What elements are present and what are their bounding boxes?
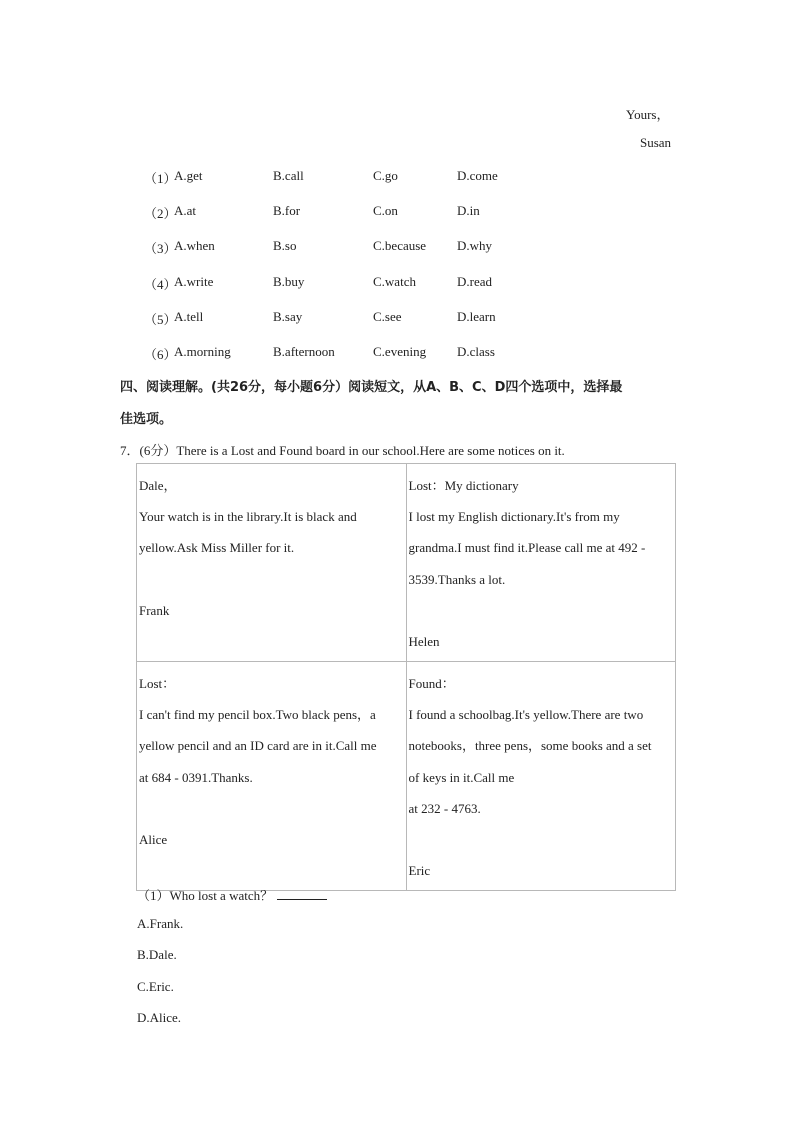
notice-line: at 684 - 0391.Thanks. xyxy=(139,769,253,785)
option-d: D.come xyxy=(457,168,498,183)
option-b: B.afternoon xyxy=(273,344,335,359)
notice-line: I found a schoolbag.It's yellow.There are two xyxy=(408,707,644,723)
option-b: B.call xyxy=(273,168,304,183)
option-c: C.on xyxy=(373,203,398,218)
option-c: C.go xyxy=(373,168,398,183)
notice-line: notebooks，three pens，some books and a set xyxy=(408,738,652,754)
option-c: C.evening xyxy=(373,344,427,359)
choice-d[interactable]: D.Alice. xyxy=(137,1010,182,1025)
section-heading-line1: 四、阅读理解。(共26分，每小题6分）阅读短文，从A、B、C、D四个选项中，选择最 xyxy=(120,380,623,395)
option-b: B.so xyxy=(273,238,297,253)
notice-cell xyxy=(137,662,407,891)
sub-question-text: （1）Who lost a watch？ xyxy=(137,888,274,903)
notice-signature: Eric xyxy=(408,863,431,879)
option-number: （1） xyxy=(144,171,177,186)
sub-question-1 xyxy=(137,885,327,904)
notice-signature: Alice xyxy=(139,831,168,847)
option-a: A.at xyxy=(174,203,197,218)
option-a: A.morning xyxy=(174,344,231,359)
section-heading-line2: 佳选项。 xyxy=(120,412,173,427)
option-c: C.see xyxy=(373,309,402,324)
option-a: A.when xyxy=(174,238,215,253)
option-a: A.get xyxy=(174,168,203,183)
option-number: （4） xyxy=(144,277,177,292)
notice-line: yellow.Ask Miss Miller for it. xyxy=(139,540,295,556)
option-b: B.for xyxy=(273,203,301,218)
notice-line: of keys in it.Call me xyxy=(408,769,515,785)
notice-cell xyxy=(406,662,676,891)
notice-cell xyxy=(406,464,676,662)
notice-title: Lost： xyxy=(139,676,176,692)
notices-table xyxy=(136,463,676,891)
answer-blank[interactable] xyxy=(277,887,327,900)
option-a: A.tell xyxy=(174,309,204,324)
notice-cell xyxy=(137,464,407,662)
question-intro: 7．(6分）There is a Lost and Found board in our school.Here are some notices on it. xyxy=(120,443,565,458)
notice-line: Your watch is in the library.It is black and xyxy=(139,509,357,525)
notice-signature: Helen xyxy=(408,633,440,649)
option-d: D.class xyxy=(457,344,495,359)
option-a: A.write xyxy=(174,274,214,289)
notice-title: Dale， xyxy=(139,478,177,493)
notice-signature: Frank xyxy=(139,602,170,618)
option-c: C.because xyxy=(373,238,427,253)
option-b: B.buy xyxy=(273,274,305,289)
letter-signature: Susan xyxy=(640,135,672,150)
option-d: D.read xyxy=(457,274,493,289)
option-d: D.why xyxy=(457,238,493,253)
notice-line: at 232 - 4763. xyxy=(408,800,481,816)
option-number: （3） xyxy=(144,241,177,256)
choice-a[interactable]: A.Frank. xyxy=(137,916,184,931)
letter-closing: Yours， xyxy=(626,107,670,122)
notice-line: I can't find my pencil box.Two black pens，a xyxy=(139,707,376,723)
option-b: B.say xyxy=(273,309,303,324)
option-number: （2） xyxy=(144,206,177,221)
option-c: C.watch xyxy=(373,274,416,289)
option-d: D.learn xyxy=(457,309,496,324)
option-number: （6） xyxy=(144,347,177,362)
option-d: D.in xyxy=(457,203,480,218)
notices-row xyxy=(137,464,676,662)
notice-title: Lost：My dictionary xyxy=(408,478,519,493)
notice-line: yellow pencil and an ID card are in it.Call me xyxy=(139,738,377,754)
option-number: （5） xyxy=(144,312,177,327)
choice-c[interactable]: C.Eric. xyxy=(137,979,174,994)
notice-title: Found： xyxy=(408,676,455,692)
notice-line: grandma.I must find it.Please call me at 492 - xyxy=(408,540,646,556)
notice-line: 3539.Thanks a lot. xyxy=(408,571,506,587)
choice-b[interactable]: B.Dale. xyxy=(137,947,177,962)
notice-line: I lost my English dictionary.It's from my xyxy=(408,509,620,525)
notices-row xyxy=(137,662,676,891)
